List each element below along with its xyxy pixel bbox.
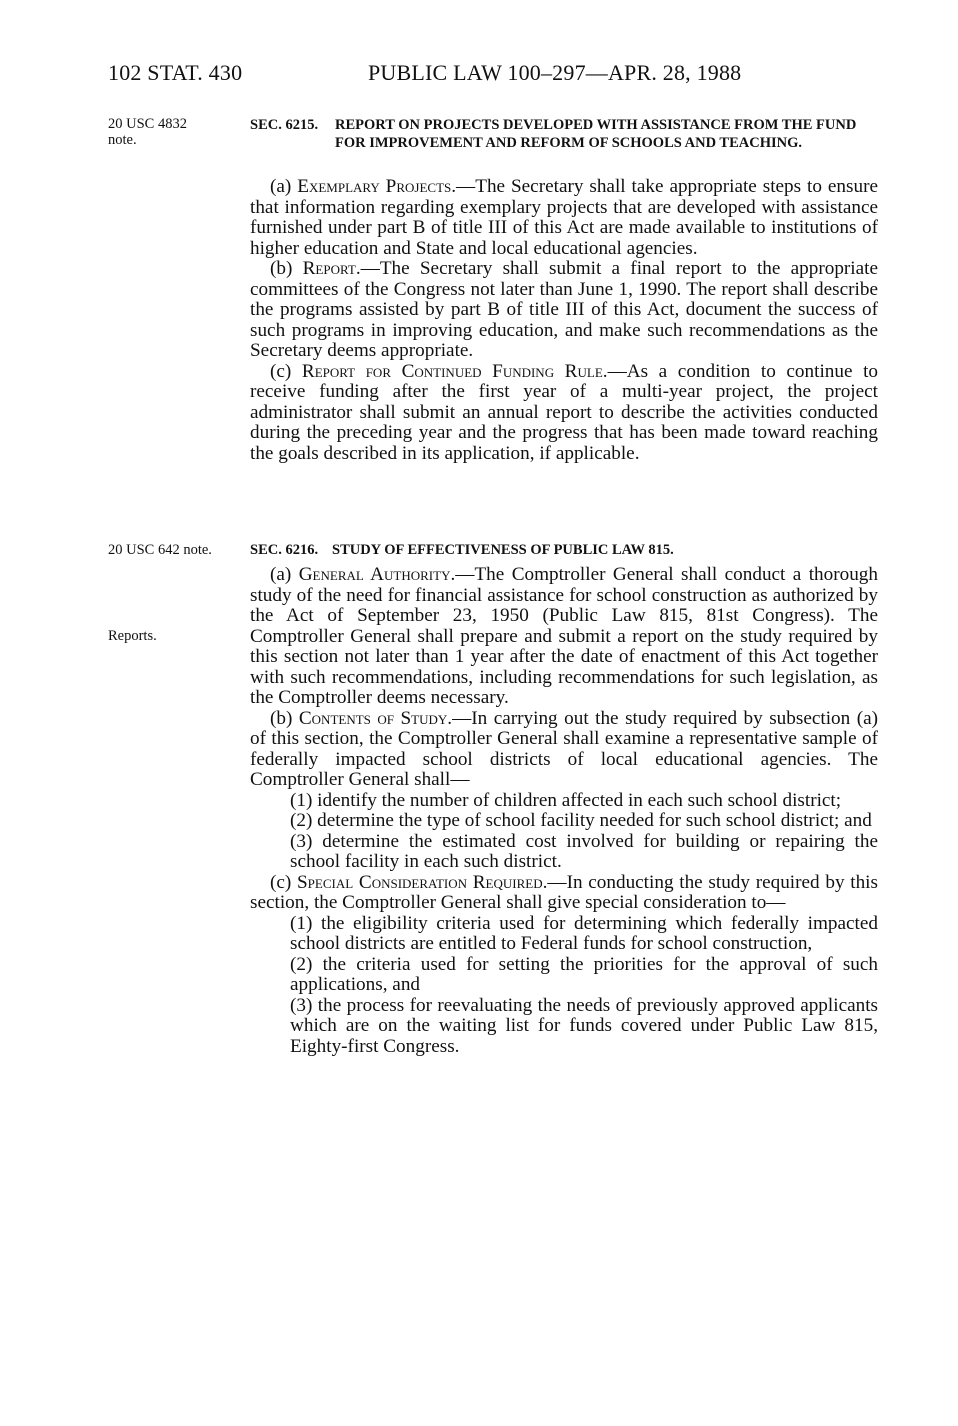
section-6215-subsection-b bbox=[250, 259, 878, 362]
sub-a-text: —The Secretary shall take appropriate steps to ensure that information regarding exemplary projects that are developed with assistance furnished under part B of title III of this Act are made available to institutions of higher education and State and local educational agencies. bbox=[250, 176, 878, 259]
section-6216-number: SEC. 6216. bbox=[250, 542, 319, 558]
list-item: (2) the criteria used for setting the priorities for the approval of such applications, and bbox=[290, 953, 878, 995]
sub-c-label: (c) bbox=[270, 871, 292, 893]
list-item: (1) identify the number of children affected in each such school district; bbox=[290, 789, 842, 811]
list-item: (3) determine the estimated cost involved for building or repairing the school facility in each such district. bbox=[290, 830, 878, 872]
sub-c-label: (c) bbox=[270, 360, 292, 382]
sub-c-heading: Special Consideration Required. bbox=[297, 871, 548, 893]
list-item: (1) the eligibility criteria used for determining which federally impacted school districts are entitled to Federal funds for school construction, bbox=[290, 912, 878, 954]
page-header bbox=[108, 60, 888, 94]
sub-b-text: —In carrying out the study required by subsection (a) of this section, the Comptroller General shall examine a representative sample of federally impacted school districts of local educational agencies. The Comptroller General shall— bbox=[250, 707, 879, 790]
sub-a-text: —The Comptroller General shall conduct a thorough study of the need for financial assistance for school construction as authorized by the Act of September 23, 1950 (Public Law 815, 81st Congress). The Comptroller General shall prepare and submit a report on the study required by this section not later than 1 year after the date of enactment of this Act together with such recommendations, including recommendations for such legislation, as the Comptroller deems necessary. bbox=[250, 564, 878, 708]
sub-c-text: —As a condition to continue to receive funding after the first year of a multi-year project, the project administrator shall submit an annual report to describe the activities conducted during the preceding year and the progress that has been made toward reaching the goals described in its application, if applicable. bbox=[250, 360, 879, 464]
section-6215-number: SEC. 6215. bbox=[250, 117, 319, 133]
sub-a-heading: General Authority. bbox=[298, 564, 456, 585]
sub-b-label: (b) bbox=[270, 707, 293, 729]
section-6216-subsection-a bbox=[250, 565, 878, 709]
section-6216-heading bbox=[250, 541, 880, 559]
section-6216-subsection-b bbox=[250, 709, 878, 791]
stat-reference: 102 STAT. 430 bbox=[108, 60, 243, 85]
sub-a-heading: Exemplary Projects. bbox=[297, 176, 457, 197]
margin-note-reports: Reports. bbox=[108, 628, 157, 644]
sub-c-heading: Report for Continued Funding Rule. bbox=[301, 360, 608, 382]
sub-b-label: (b) bbox=[270, 258, 293, 279]
sub-b-heading: Report. bbox=[302, 258, 361, 279]
margin-note-usc-4832-line1: 20 USC 4832 bbox=[108, 116, 187, 132]
section-6215-body bbox=[250, 177, 878, 464]
list-item: (2) determine the type of school facility needed for such school district; and bbox=[290, 810, 872, 831]
list-item: (3) the process for reevaluating the needs of previously approved applicants which are on the waiting list for funds covered under Public Law 815, Eighty-first Congress. bbox=[290, 994, 878, 1057]
sub-a-label: (a) bbox=[270, 564, 292, 585]
section-6216-subsection-c bbox=[250, 873, 878, 914]
sub-a-label: (a) bbox=[270, 176, 292, 197]
section-6215-subsection-c bbox=[250, 362, 878, 465]
sub-b-heading: Contents of Study. bbox=[298, 707, 453, 729]
section-6215-title: REPORT ON PROJECTS DEVELOPED WITH ASSISTANCE FROM THE FUND FOR IMPROVEMENT AND REFORM OF SCHOOLS AND TEACHING. bbox=[335, 117, 857, 151]
section-6216-body bbox=[250, 565, 878, 1057]
sub-b-text: —The Secretary shall submit a final report to the appropriate committees of the Congress not later than June 1, 1990. The report shall describe the programs assisted by part B of title III of this Act, document the success of such programs in improving education, and make such recommendations as the Secretary deems appropriate. bbox=[250, 258, 878, 361]
section-6215-heading bbox=[250, 116, 880, 152]
margin-note-usc-4832-line2: note. bbox=[108, 132, 137, 148]
margin-note-usc-4832 bbox=[108, 116, 248, 148]
law-title: PUBLIC LAW 100–297—APR. 28, 1988 bbox=[368, 60, 742, 85]
sub-c-text: —In conducting the study required by this section, the Comptroller General shall give special consideration to— bbox=[250, 871, 878, 913]
section-6216-title: STUDY OF EFFECTIVENESS OF PUBLIC LAW 815. bbox=[332, 542, 674, 558]
section-6215-subsection-a bbox=[250, 177, 878, 259]
margin-note-usc-642: 20 USC 642 note. bbox=[108, 542, 212, 558]
